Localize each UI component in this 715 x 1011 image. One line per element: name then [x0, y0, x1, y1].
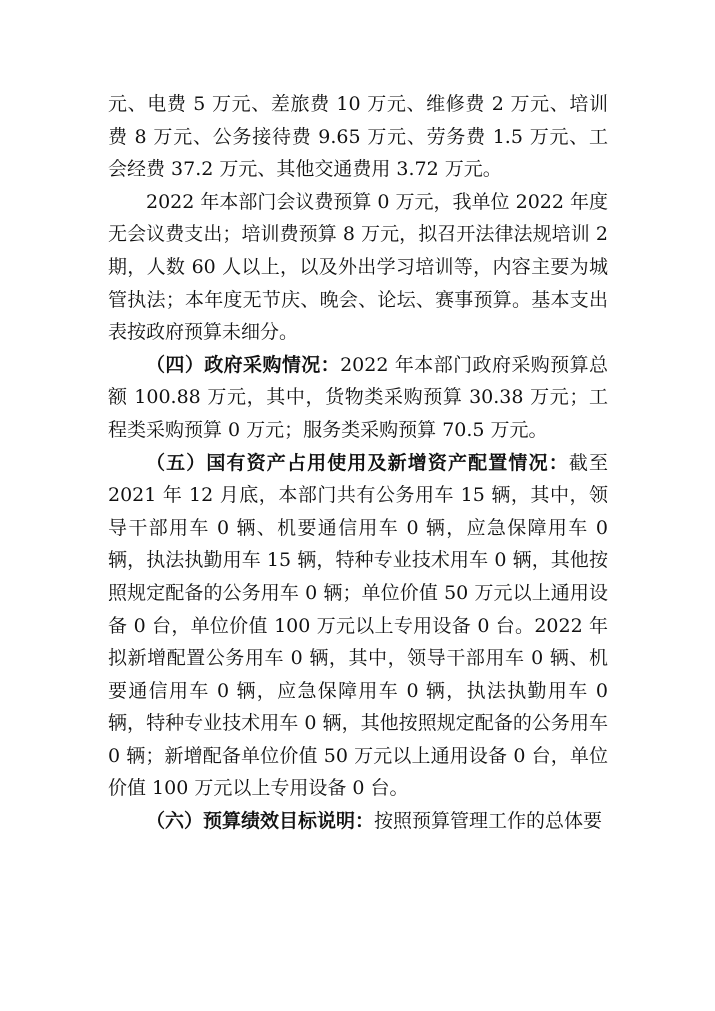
- document-page: [108, 88, 608, 838]
- paragraph-performance-goals: [108, 805, 608, 838]
- section-heading-procurement: （四）政府采购情况：: [146, 353, 341, 376]
- paragraph-government-procurement: [108, 349, 608, 447]
- section-heading-assets: （五）国有资产占用使用及新增资产配置情况：: [146, 451, 569, 474]
- paragraph-text: 按照预算管理工作的总体要: [374, 810, 603, 833]
- paragraph-text: 2022 年本部门政府采购预算总额 100.88 万元，其中，货物类采购预算 30.38 万元；工程类采购预算 0 万元；服务类采购预算 70.5 万元。: [108, 353, 608, 441]
- paragraph-expense-items: [108, 88, 608, 186]
- section-heading-performance: （六）预算绩效目标说明：: [146, 810, 375, 833]
- paragraph-state-assets: [108, 447, 608, 806]
- paragraph-text: 2022 年本部门会议费预算 0 万元，我单位 2022 年度无会议费支出；培训费预算 8 万元，拟召开法律法规培训 2 期，人数 60 人以上，以及外出学习培训等，内容主要为城管执法；本年度无节庆、晚会、论坛、赛事预算。基本支出表按政府预算未细分。: [108, 190, 608, 344]
- paragraph-text: 截至 2021 年 12 月底，本部门共有公务用车 15 辆，其中，领导干部用车 0 辆、机要通信用车 0 辆，应急保障用车 0 辆，执法执勤用车 15 辆，特种专业技术用车 0 辆，其他按照规定配备的公务用车 0 辆；单位价值 50 万元以上通用设备 0 台，单位价值 100 万元以上专用设备 0 台。2022 年拟新增配置公务用车 0 辆，其中，领导干部用车 0 辆、机要通信用车 0 辆，应急保障用车 0 辆，执法执勤用车 0 辆，特种专业技术用车 0 辆，其他按照规定配备的公务用车 0 辆；新增配备单位价值 50 万元以上通用设备 0 台，单位价值 100 万元以上专用设备 0 台。: [108, 451, 608, 800]
- paragraph-meeting-training-fees: [108, 186, 608, 349]
- paragraph-text: 元、电费 5 万元、差旅费 10 万元、维修费 2 万元、培训费 8 万元、公务接待费 9.65 万元、劳务费 1.5 万元、工会经费 37.2 万元、其他交通费用 3.72 万元。: [108, 93, 608, 181]
